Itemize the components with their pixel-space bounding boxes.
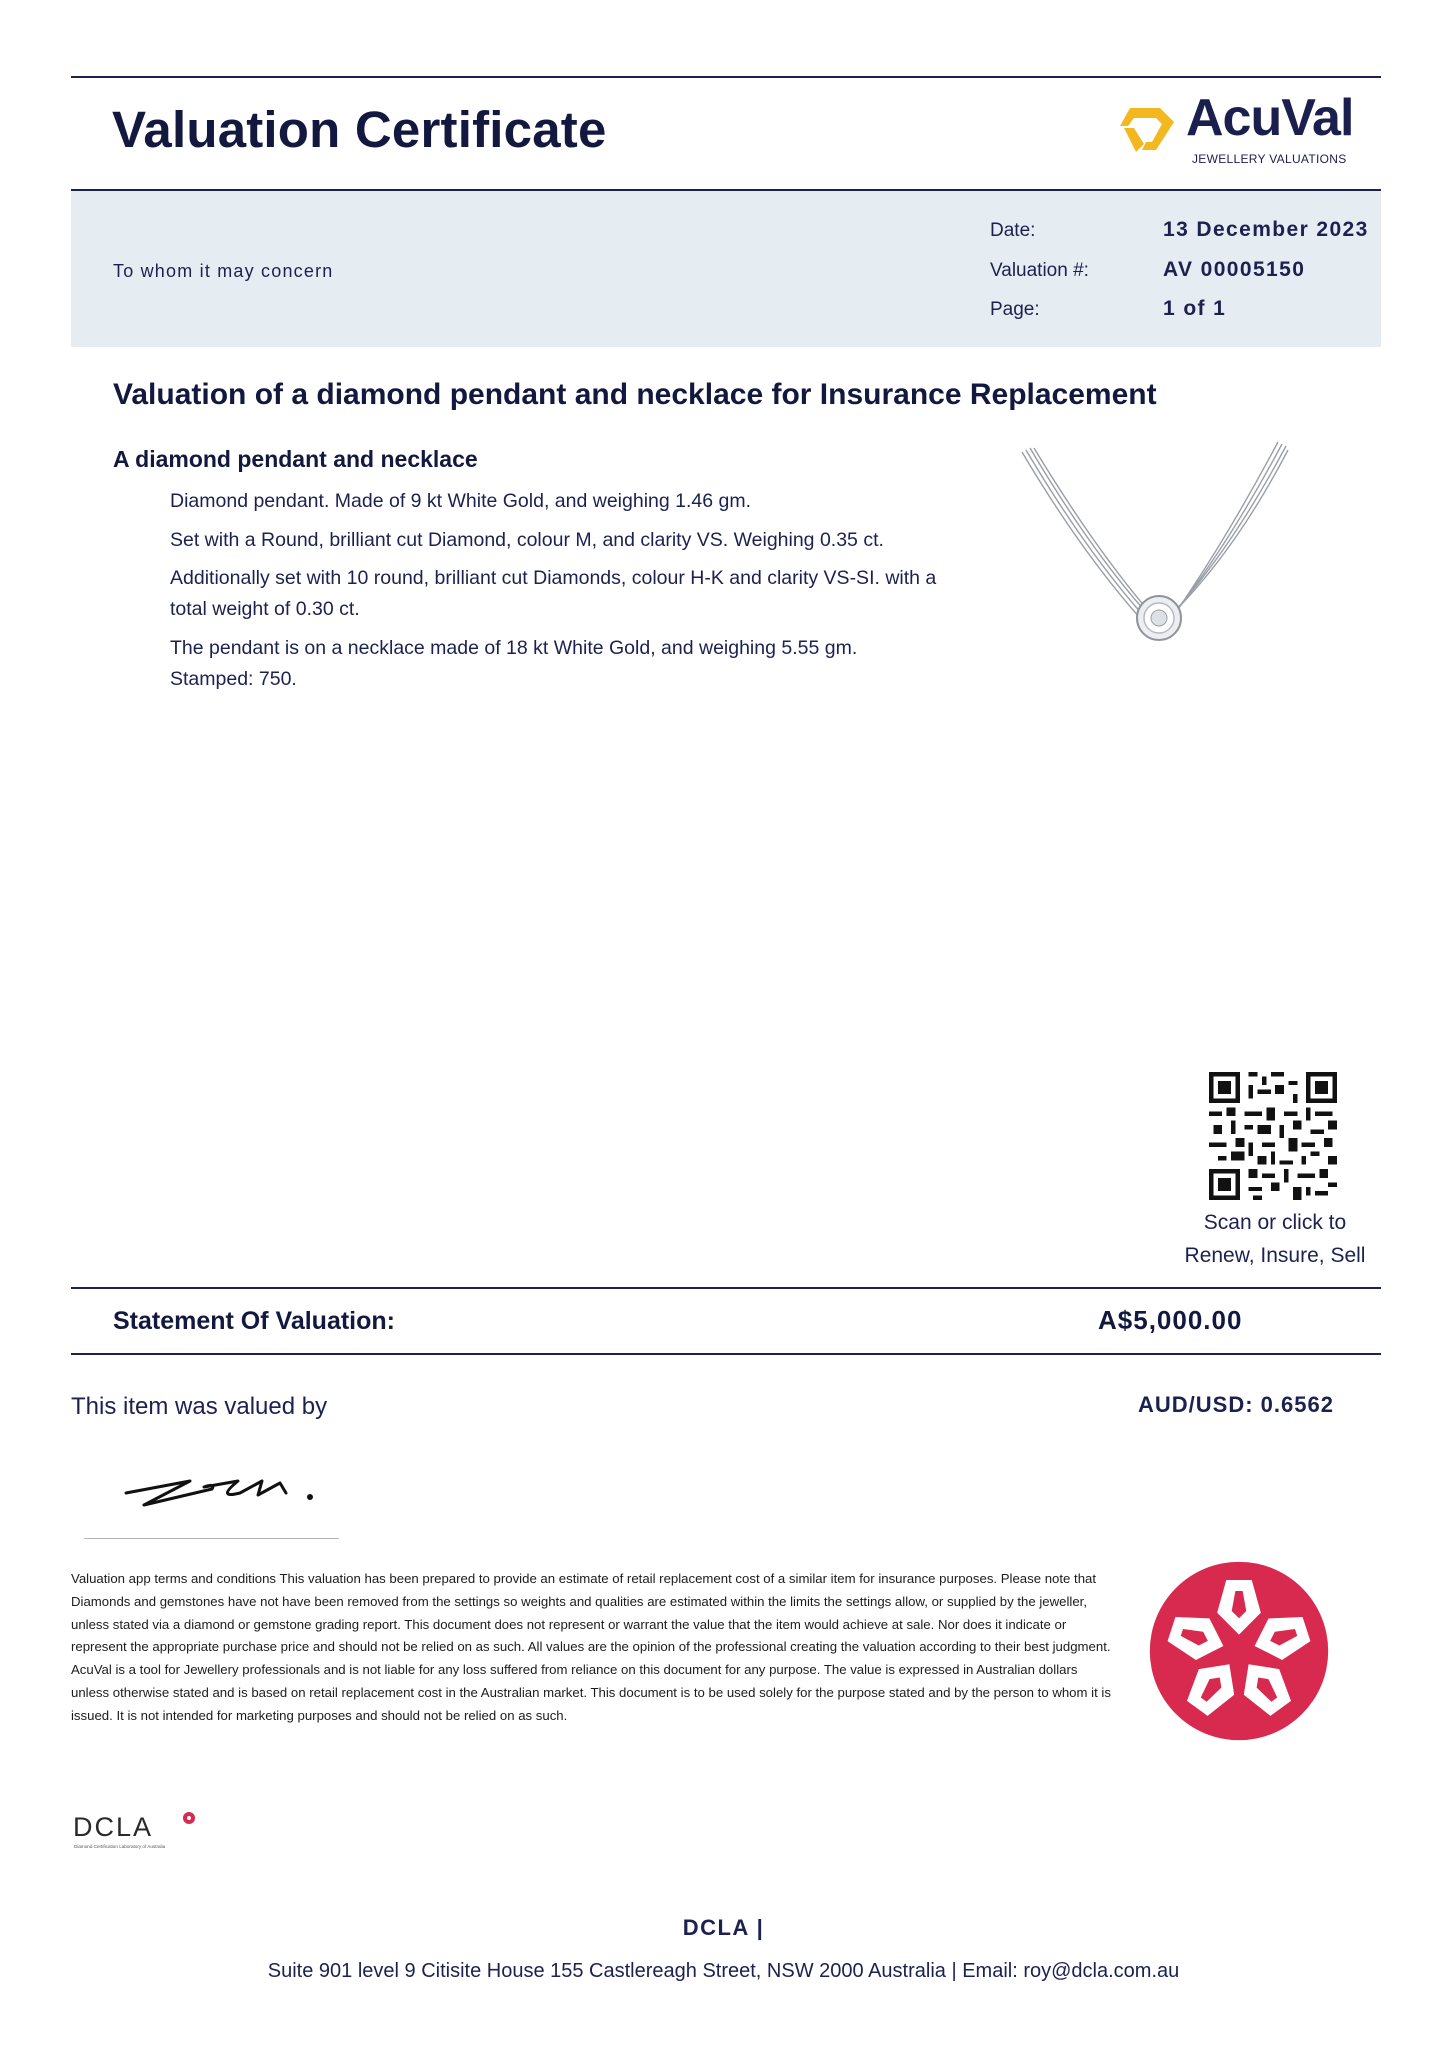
exchange-rate: AUD/USD: 0.6562 — [1138, 1392, 1334, 1417]
valued-by-text: This item was valued by — [71, 1393, 328, 1420]
description-line-3: Additionally set with 10 round, brilliant cut Diamonds, colour H-K and clarity VS-SI. with a total weight of 0.30 ct. — [170, 567, 937, 620]
page-value: 1 of 1 — [1163, 297, 1227, 320]
qr-caption-line-1: Scan or click to — [1203, 1211, 1347, 1234]
footer-address: Suite 901 level 9 Citisite House 155 Castlereagh Street, NSW 2000 Australia | Email: roy@dcla.com.au — [267, 1960, 1180, 1982]
statement-bottom-rule — [71, 1353, 1381, 1355]
qr-code-icon[interactable] — [1209, 1072, 1337, 1200]
page-label: Page: — [990, 299, 1040, 320]
page-title: Valuation Certificate — [112, 101, 607, 158]
dcla-seal-icon — [1148, 1560, 1330, 1742]
svg-text:DCLA: DCLA — [73, 1812, 154, 1842]
brand-name: AcuVal — [1186, 89, 1354, 147]
terms-and-conditions: Valuation app terms and conditions This valuation has been prepared to provide an estimate of retail replacement cost of a similar item for insurance purposes. Please note that Diamonds and gemstones have not have been removed from the settings so weights and qualities are estimated within the limits the settings allow, or supplied by the jeweller, unless stated via a diamond or gemstone grading report. This document does not represent or warrant the value that the item would achieve at sale. Nor does it indicate or represent the appropriate purchase price and should not be relied on as such. All values are the opinion of the professional creating the valuation according to their best judgment. AcuVal is a tool for Jewellery professionals and is not liable for any loss suffered from reliance on this document for any purpose. The value is expressed in Australian dollars unless otherwise stated and is based on retail replacement cost in the Australian market. This document is to be used solely for the purpose stated and by the person to whom it is issued. It is not intended for marketing purposes and should not be relied on as such. — [71, 1571, 1111, 1723]
qr-caption-line-2: Renew, Insure, Sell — [1184, 1244, 1366, 1267]
svg-text:Diamond Certification Laborato: Diamond Certification Laboratory of Australia — [74, 1844, 166, 1849]
necklace-photo — [1020, 440, 1290, 680]
valuation-headline: Valuation of a diamond pendant and necklace for Insurance Replacement — [113, 378, 1157, 411]
brand-tagline: JEWELLERY VALUATIONS — [1192, 152, 1347, 166]
description-line-2: Set with a Round, brilliant cut Diamond, colour M, and clarity VS. Weighing 0.35 ct. — [170, 529, 884, 551]
date-label: Date: — [990, 220, 1036, 241]
signature-line — [84, 1538, 339, 1539]
dcla-logo — [71, 1810, 211, 1854]
date-value: 13 December 2023 — [1163, 218, 1369, 241]
description-line-1: Diamond pendant. Made of 9 kt White Gold, and weighing 1.46 gm. — [170, 490, 752, 512]
statement-label: Statement Of Valuation: — [113, 1307, 395, 1335]
description-line-4: The pendant is on a necklace made of 18 kt White Gold, and weighing 5.55 gm. Stamped: 750. — [170, 637, 858, 690]
statement-top-rule — [71, 1287, 1381, 1289]
top-rule — [71, 76, 1381, 78]
valuation-number-label: Valuation #: — [990, 260, 1089, 281]
valuer-signature — [120, 1455, 320, 1515]
recipient-text: To whom it may concern — [113, 261, 334, 281]
valuation-number-value: AV 00005150 — [1163, 258, 1306, 281]
footer-brand: DCLA | — [682, 1915, 765, 1940]
statement-value: A$5,000.00 — [1098, 1305, 1243, 1335]
item-subheading: A diamond pendant and necklace — [113, 446, 478, 472]
